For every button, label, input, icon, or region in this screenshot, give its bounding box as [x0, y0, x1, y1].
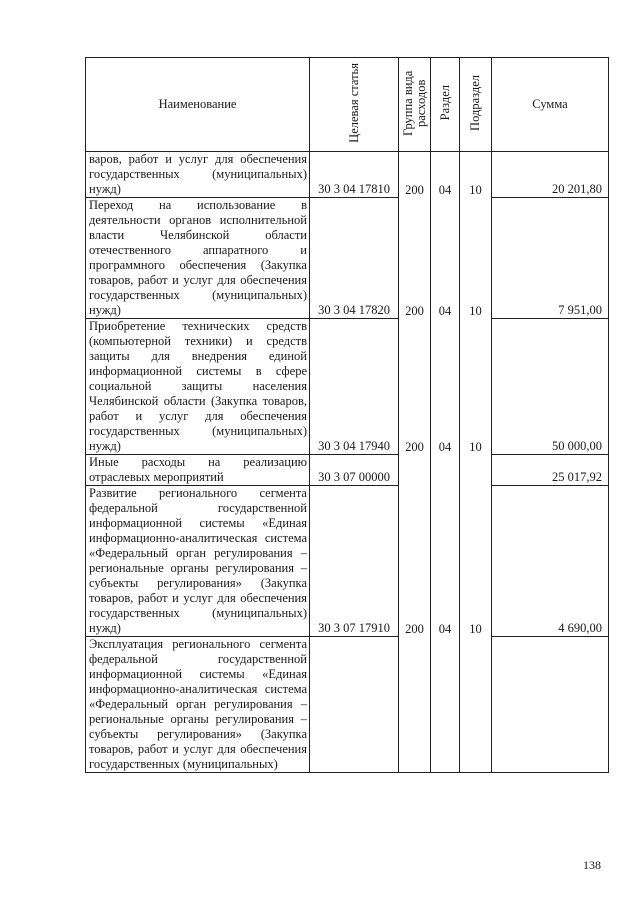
table-row — [86, 455, 609, 486]
header-target-label: Целевая статья — [346, 63, 361, 143]
header-target — [310, 58, 399, 152]
row-subsection — [460, 637, 492, 773]
row-section — [431, 637, 460, 773]
row-name: Развитие регионального сегмента федеральной государственной информационной системы «Единая информационно-аналитическая система «Федеральный орган регулирования – региональные органы регулирования – субъекты регулирования» (Закупка товаров, работ и услуг для обеспечения государственных (муниципальных) нужд) — [86, 486, 310, 637]
row-name: Переход на использование в деятельности органов исполнительной власти Челябинской области отечественного аппаратного и программного обеспечения (Закупка товаров, работ и услуг для обеспечения государственных (муниципальных) нужд) — [86, 198, 310, 319]
row-sum: 50 000,00 — [492, 319, 609, 455]
header-name: Наименование — [86, 58, 310, 152]
row-section: 04 — [431, 486, 460, 637]
row-sum: 20 201,80 — [492, 152, 609, 198]
row-code: 30 3 04 17820 — [310, 198, 399, 319]
row-name: варов, работ и услуг для обеспечения государственных (муниципальных) нужд) — [86, 152, 310, 198]
row-sum — [492, 637, 609, 773]
row-name: Эксплуатация регионального сегмента федеральной государственной информационной системы «Единая информационно-аналитическая система «Федеральный орган регулирования – региональные органы регулирования – субъекты регулирования» (Закупка товаров, работ и услуг для обеспечения государственных (муниципальных) — [86, 637, 310, 773]
row-name: Иные расходы на реализацию отраслевых мероприятий — [86, 455, 310, 486]
budget-table — [85, 57, 609, 773]
row-group: 200 — [399, 152, 431, 198]
row-section: 04 — [431, 152, 460, 198]
row-section — [431, 455, 460, 486]
row-subsection: 10 — [460, 319, 492, 455]
table-row — [86, 198, 609, 319]
header-group — [399, 58, 431, 152]
header-section-label: Раздел — [437, 85, 452, 121]
table-header-row — [86, 58, 609, 152]
row-subsection: 10 — [460, 152, 492, 198]
row-group — [399, 455, 431, 486]
row-subsection — [460, 455, 492, 486]
page-number: 138 — [583, 858, 601, 872]
row-code: 30 3 07 00000 — [310, 455, 399, 486]
row-sum: 4 690,00 — [492, 486, 609, 637]
row-group: 200 — [399, 198, 431, 319]
header-group-label: Группа вида расходов — [400, 70, 428, 136]
header-section — [431, 58, 460, 152]
table-row — [86, 152, 609, 198]
header-sum: Сумма — [492, 58, 609, 152]
row-code: 30 3 07 17910 — [310, 486, 399, 637]
row-sum: 25 017,92 — [492, 455, 609, 486]
header-subsection-label: Подраздел — [468, 75, 482, 131]
row-sum: 7 951,00 — [492, 198, 609, 319]
table-row — [86, 319, 609, 455]
row-code: 30 3 04 17810 — [310, 152, 399, 198]
row-code: 30 3 04 17940 — [310, 319, 399, 455]
row-code — [310, 637, 399, 773]
row-group — [399, 637, 431, 773]
row-name: Приобретение технических средств (компьютерной техники) и средств защиты для внедрения единой информационной системы в сфере социальной защиты населения Челябинской области (Закупка товаров, работ и услуг для обеспечения государственных (муниципальных) нужд) — [86, 319, 310, 455]
row-group: 200 — [399, 486, 431, 637]
table-row — [86, 637, 609, 773]
row-section: 04 — [431, 319, 460, 455]
row-section: 04 — [431, 198, 460, 319]
row-group: 200 — [399, 319, 431, 455]
row-subsection: 10 — [460, 486, 492, 637]
header-subsection — [460, 58, 492, 152]
table-row — [86, 486, 609, 637]
row-subsection: 10 — [460, 198, 492, 319]
